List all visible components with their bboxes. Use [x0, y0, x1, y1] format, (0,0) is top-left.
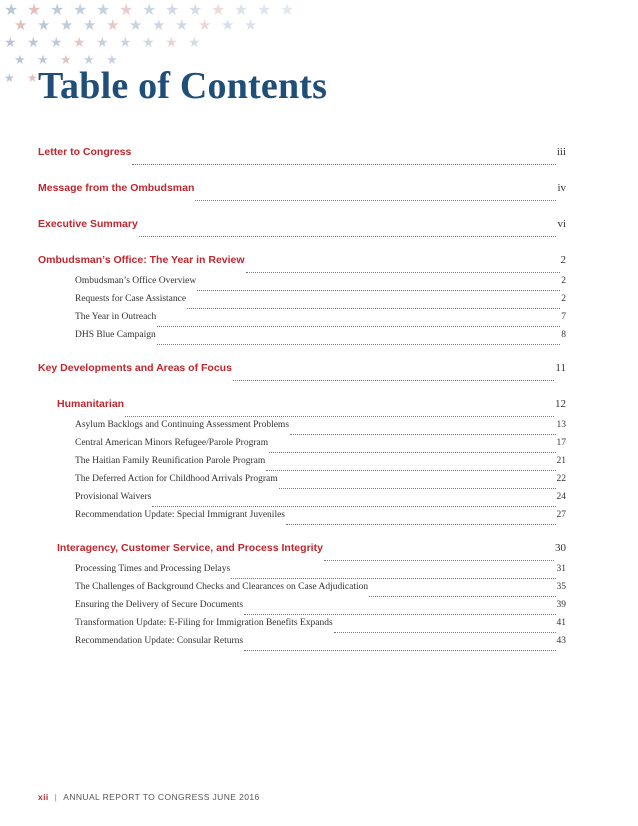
toc-entry[interactable]: [75, 312, 566, 330]
dot-leader: [290, 434, 555, 435]
star-icon: ★: [175, 16, 189, 34]
star-icon: ★: [4, 0, 19, 19]
star-icon: ★: [4, 71, 15, 85]
toc-entry[interactable]: [75, 636, 566, 654]
dot-leader: [157, 344, 561, 345]
toc-entry[interactable]: [75, 564, 566, 582]
star-icon: ★: [37, 53, 49, 68]
star-icon: ★: [129, 16, 143, 34]
star-icon: ★: [50, 35, 63, 51]
toc-entry-title: Ensuring the Delivery of Secure Documents: [75, 600, 244, 610]
star-icon: ★: [244, 16, 258, 34]
star-icon: ★: [198, 16, 212, 34]
toc-entry-page-number: 12: [555, 398, 566, 410]
toc-entry-page-number: 24: [556, 492, 566, 502]
page-title: Table of Contents: [38, 65, 328, 107]
toc-entry-title: DHS Blue Campaign: [75, 330, 156, 340]
star-icon: ★: [14, 53, 26, 68]
footer-publication-title: ANNUAL REPORT TO CONGRESS JUNE 2016: [63, 792, 260, 802]
star-icon: ★: [96, 0, 111, 19]
star-icon: ★: [14, 16, 28, 34]
toc-entry-title: Ombudsman’s Office: The Year in Review: [38, 254, 245, 266]
toc-entry-title: The Deferred Action for Childhood Arrivals Program: [75, 474, 278, 484]
star-icon: ★: [257, 0, 272, 19]
toc-entry[interactable]: [75, 618, 566, 636]
star-icon: ★: [73, 0, 88, 19]
star-icon: ★: [211, 0, 226, 19]
toc-entry-page-number: vi: [557, 218, 566, 230]
toc-entry-page-number: 7: [561, 312, 566, 322]
toc-entry-title: Provisional Waivers: [75, 492, 152, 502]
toc-entry-page-number: 17: [556, 438, 566, 448]
toc-entry-title: Processing Times and Processing Delays: [75, 564, 231, 574]
toc-entry-title: Letter to Congress: [38, 146, 132, 158]
toc-entry-page-number: 13: [556, 420, 566, 430]
toc-entry-title: Central American Minors Refugee/Parole Program: [75, 438, 269, 448]
star-icon: ★: [50, 0, 65, 19]
toc-entry-title: Transformation Update: E-Filing for Immigration Benefits Expands: [75, 618, 333, 628]
toc-entry-page-number: 2: [560, 254, 566, 266]
toc-entry-page-number: 31: [556, 564, 566, 574]
star-icon: ★: [152, 16, 166, 34]
toc-entry-page-number: 2: [561, 294, 566, 304]
toc-entry-title: The Year in Outreach: [75, 312, 157, 322]
toc-entry[interactable]: [38, 254, 566, 276]
star-icon: ★: [234, 0, 249, 19]
dot-leader: [132, 164, 555, 165]
star-icon: ★: [83, 53, 95, 68]
toc-entry-page-number: 27: [556, 510, 566, 520]
toc-entry-title: The Challenges of Background Checks and Clearances on Case Adjudication: [75, 582, 369, 592]
toc-entry-title: Asylum Backlogs and Continuing Assessment Problems: [75, 420, 290, 430]
star-icon: ★: [119, 0, 134, 19]
dot-leader: [286, 524, 555, 525]
footer-separator: |: [54, 792, 58, 802]
toc-entry-page-number: 22: [556, 474, 566, 484]
toc-entry-title: Key Developments and Areas of Focus: [38, 362, 232, 374]
star-icon: ★: [142, 35, 155, 51]
star-icon: ★: [119, 35, 132, 51]
toc-entry-title: Ombudsman’s Office Overview: [75, 276, 197, 286]
toc-entry-title: Executive Summary: [38, 218, 138, 230]
toc-entry-page-number: 2: [561, 276, 566, 286]
toc-entry[interactable]: [75, 582, 566, 600]
star-icon: ★: [83, 16, 97, 34]
toc-entry[interactable]: [38, 146, 566, 168]
dot-leader: [233, 380, 554, 381]
toc-entry-page-number: iii: [556, 146, 566, 158]
star-icon: ★: [96, 35, 109, 51]
page-footer: [38, 792, 260, 802]
dot-leader: [157, 326, 560, 327]
star-icon: ★: [221, 16, 235, 34]
toc-entry-page-number: 35: [556, 582, 566, 592]
star-icon: ★: [106, 53, 118, 68]
toc-entry[interactable]: [38, 182, 566, 204]
footer-page-number: xii: [38, 792, 49, 802]
toc-entry-page-number: 43: [556, 636, 566, 646]
toc-entry[interactable]: [75, 510, 566, 528]
dot-leader: [269, 452, 555, 453]
toc-entry-page-number: 11: [555, 362, 566, 374]
dot-leader: [139, 236, 557, 237]
dot-leader: [279, 488, 556, 489]
toc-entry-page-number: 30: [555, 542, 566, 554]
toc-entry[interactable]: [38, 218, 566, 240]
dot-leader: [246, 272, 560, 273]
dot-leader: [187, 308, 560, 309]
star-icon: ★: [165, 0, 180, 19]
toc-entry-title: The Haitian Family Reunification Parole Program: [75, 456, 266, 466]
dot-leader: [231, 578, 555, 579]
toc-entry-title: Recommendation Update: Consular Returns: [75, 636, 244, 646]
dot-leader: [334, 632, 556, 633]
dot-leader: [266, 470, 555, 471]
star-icon: ★: [165, 35, 178, 51]
toc-entry[interactable]: [75, 474, 566, 492]
dot-leader: [197, 290, 560, 291]
star-icon: ★: [4, 35, 17, 51]
toc-entry-page-number: 39: [556, 600, 566, 610]
toc-entry[interactable]: [75, 492, 566, 510]
toc-entry-page-number: iv: [557, 182, 566, 194]
toc-entry[interactable]: [75, 330, 566, 348]
toc-entry[interactable]: [57, 398, 566, 420]
toc-entry-title: Humanitarian: [57, 398, 125, 410]
toc-entry[interactable]: [75, 294, 566, 312]
star-icon: ★: [27, 71, 38, 85]
toc-entry[interactable]: [75, 600, 566, 618]
star-icon: ★: [106, 16, 120, 34]
star-icon: ★: [37, 16, 51, 34]
toc-entry-title: Requests for Case Assistance: [75, 294, 187, 304]
toc-entry-page-number: 21: [556, 456, 566, 466]
dot-leader: [195, 200, 556, 201]
table-of-contents: [38, 146, 566, 654]
toc-entry-title: Recommendation Update: Special Immigrant Juveniles: [75, 510, 286, 520]
dot-leader: [244, 614, 555, 615]
star-icon: ★: [60, 53, 72, 68]
toc-entry[interactable]: [75, 456, 566, 474]
toc-entry-page-number: 41: [556, 618, 566, 628]
toc-entry-title: Message from the Ombudsman: [38, 182, 195, 194]
star-icon: ★: [27, 0, 42, 19]
star-icon: ★: [27, 35, 40, 51]
toc-entry[interactable]: [38, 362, 566, 384]
star-icon: ★: [142, 0, 157, 19]
star-icon: ★: [188, 35, 201, 51]
dot-leader: [244, 650, 555, 651]
dot-leader: [125, 416, 554, 417]
toc-entry[interactable]: [75, 276, 566, 294]
dot-leader: [152, 506, 555, 507]
star-icon: ★: [280, 0, 295, 19]
star-icon: ★: [73, 35, 86, 51]
toc-entry[interactable]: [75, 420, 566, 438]
toc-entry-title: Interagency, Customer Service, and Process Integrity: [57, 542, 323, 554]
toc-entry[interactable]: [57, 542, 566, 564]
toc-entry-page-number: 8: [561, 330, 566, 340]
toc-entry[interactable]: [75, 438, 566, 456]
star-icon: ★: [60, 16, 74, 34]
star-icon: ★: [188, 0, 203, 19]
dot-leader: [369, 596, 555, 597]
dot-leader: [324, 560, 554, 561]
